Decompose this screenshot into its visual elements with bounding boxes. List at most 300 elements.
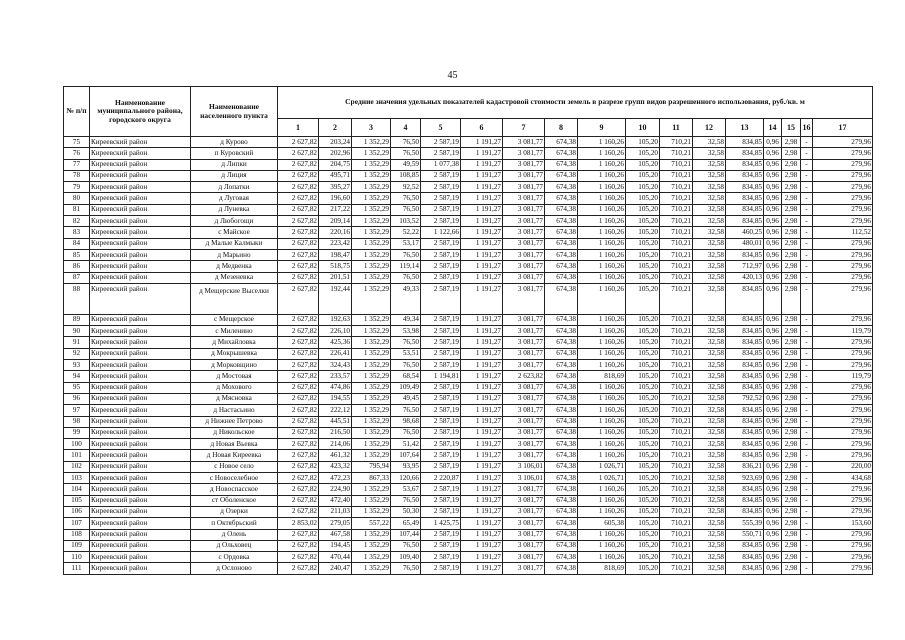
value-cell: 2,98 <box>782 506 801 517</box>
value-cell: 2,98 <box>782 360 801 371</box>
table-row <box>64 182 873 193</box>
value-cell: 710,21 <box>660 360 693 371</box>
value-cell: 0,96 <box>764 193 782 204</box>
value-cell: 2 627,82 <box>278 382 319 393</box>
value-cell: 105,20 <box>626 283 660 314</box>
value-cell: 2 587,19 <box>421 506 461 517</box>
value-cell: 710,21 <box>660 249 693 260</box>
value-cell: 1 352,29 <box>352 540 391 551</box>
value-cell: 2,98 <box>782 473 801 484</box>
value-cell: 279,96 <box>813 416 873 427</box>
value-cell: 2 587,19 <box>421 261 461 272</box>
column-number: 16 <box>801 119 813 137</box>
value-cell: 2 627,82 <box>278 529 319 540</box>
value-cell: 32,58 <box>693 529 726 540</box>
value-cell: 279,05 <box>319 518 352 529</box>
value-cell: 1 160,26 <box>578 216 626 227</box>
value-cell: - <box>801 439 813 450</box>
value-cell: 0,96 <box>764 360 782 371</box>
value-cell: 834,85 <box>726 216 764 227</box>
value-cell: 674,38 <box>545 371 578 382</box>
value-cell: 1 352,29 <box>352 283 391 314</box>
header-district: Наименование муниципального района, городского округа <box>90 87 191 137</box>
value-cell: 1 191,27 <box>461 216 503 227</box>
value-cell: 279,96 <box>813 182 873 193</box>
value-cell: 3 081,77 <box>503 439 545 450</box>
district-name: Киреевский район <box>90 461 191 472</box>
settlement-name: д Марьино <box>191 249 278 260</box>
value-cell: 2 587,19 <box>421 439 461 450</box>
value-cell: 203,24 <box>319 137 352 148</box>
district-name: Киреевский район <box>90 148 191 159</box>
value-cell: 105,20 <box>626 506 660 517</box>
value-cell: 92,52 <box>391 182 421 193</box>
settlement-name: д Новая Вьевка <box>191 439 278 450</box>
value-cell: - <box>801 540 813 551</box>
value-cell: 834,85 <box>726 326 764 337</box>
value-cell: 0,96 <box>764 148 782 159</box>
value-cell: 710,21 <box>660 238 693 249</box>
value-cell: 834,85 <box>726 405 764 416</box>
value-cell: 1 191,27 <box>461 337 503 348</box>
table-row <box>64 159 873 170</box>
column-number: 1 <box>278 119 319 137</box>
value-cell: 324,43 <box>319 360 352 371</box>
row-number: 91 <box>64 337 90 348</box>
value-cell: 674,38 <box>545 393 578 404</box>
value-cell: 2 627,82 <box>278 326 319 337</box>
value-cell: 2 627,82 <box>278 227 319 238</box>
value-cell: 32,58 <box>693 506 726 517</box>
value-cell: 0,96 <box>764 348 782 359</box>
district-name: Киреевский район <box>90 371 191 382</box>
value-cell: 2 627,82 <box>278 314 319 325</box>
value-cell: 674,38 <box>545 495 578 506</box>
value-cell: 2,98 <box>782 439 801 450</box>
value-cell: 3 081,77 <box>503 518 545 529</box>
value-cell: 279,96 <box>813 382 873 393</box>
value-cell: 105,20 <box>626 416 660 427</box>
value-cell: 32,58 <box>693 495 726 506</box>
value-cell: 233,57 <box>319 371 352 382</box>
value-cell: 32,58 <box>693 382 726 393</box>
value-cell: 3 081,77 <box>503 393 545 404</box>
column-number: 8 <box>545 119 578 137</box>
value-cell: 105,20 <box>626 484 660 495</box>
value-cell: 1 352,29 <box>352 405 391 416</box>
row-number: 109 <box>64 540 90 551</box>
value-cell: 109,49 <box>391 382 421 393</box>
value-cell: 2,98 <box>782 227 801 238</box>
settlement-name: д Новая Киреевка <box>191 450 278 461</box>
value-cell: 1 160,26 <box>578 529 626 540</box>
value-cell: 834,85 <box>726 314 764 325</box>
table-row <box>64 137 873 148</box>
value-cell: 1 191,27 <box>461 439 503 450</box>
column-number: 12 <box>693 119 726 137</box>
value-cell: 1 191,27 <box>461 238 503 249</box>
value-cell: 1 191,27 <box>461 314 503 325</box>
value-cell: 2 623,82 <box>503 371 545 382</box>
value-cell: 674,38 <box>545 382 578 393</box>
row-number: 96 <box>64 393 90 404</box>
value-cell: 279,96 <box>813 148 873 159</box>
column-number: 9 <box>578 119 626 137</box>
settlement-name: д Михайловка <box>191 337 278 348</box>
value-cell: 1 352,29 <box>352 261 391 272</box>
value-cell: 223,42 <box>319 238 352 249</box>
value-cell: 32,58 <box>693 249 726 260</box>
row-number: 80 <box>64 193 90 204</box>
value-cell: 32,58 <box>693 416 726 427</box>
value-cell: - <box>801 529 813 540</box>
table-row <box>64 337 873 348</box>
value-cell: 2,98 <box>782 405 801 416</box>
value-cell: 3 081,77 <box>503 261 545 272</box>
column-number: 4 <box>391 119 421 137</box>
value-cell: 710,21 <box>660 371 693 382</box>
value-cell: 674,38 <box>545 137 578 148</box>
value-cell: 710,21 <box>660 506 693 517</box>
settlement-name: ст Оболенское <box>191 495 278 506</box>
value-cell: 834,85 <box>726 283 764 314</box>
column-number: 2 <box>319 119 352 137</box>
district-name: Киреевский район <box>90 405 191 416</box>
value-cell: 467,58 <box>319 529 352 540</box>
value-cell: 3 081,77 <box>503 405 545 416</box>
value-cell: 674,38 <box>545 182 578 193</box>
row-number: 103 <box>64 473 90 484</box>
value-cell: 0,96 <box>764 427 782 438</box>
value-cell: - <box>801 148 813 159</box>
value-cell: 710,21 <box>660 193 693 204</box>
value-cell: 1 191,27 <box>461 182 503 193</box>
value-cell: 3 081,77 <box>503 416 545 427</box>
value-cell: 211,03 <box>319 506 352 517</box>
value-cell: 2 587,19 <box>421 416 461 427</box>
value-cell: 32,58 <box>693 159 726 170</box>
value-cell: 2 587,19 <box>421 540 461 551</box>
value-cell: 279,96 <box>813 193 873 204</box>
value-cell: 1 160,26 <box>578 170 626 181</box>
table-row <box>64 540 873 551</box>
value-cell: 2 587,19 <box>421 170 461 181</box>
value-cell: 2 587,19 <box>421 238 461 249</box>
value-cell: 3 081,77 <box>503 272 545 283</box>
value-cell: 923,69 <box>726 473 764 484</box>
value-cell: 0,96 <box>764 461 782 472</box>
value-cell: 2 587,19 <box>421 360 461 371</box>
settlement-name: д Мохового <box>191 382 278 393</box>
value-cell: 32,58 <box>693 148 726 159</box>
value-cell: 279,96 <box>813 427 873 438</box>
value-cell: 1 160,26 <box>578 283 626 314</box>
value-cell: 1 160,26 <box>578 272 626 283</box>
value-cell: 98,68 <box>391 416 421 427</box>
value-cell: 1 352,29 <box>352 216 391 227</box>
value-cell: 425,36 <box>319 337 352 348</box>
value-cell: 3 081,77 <box>503 238 545 249</box>
value-cell: 1 191,27 <box>461 416 503 427</box>
value-cell: - <box>801 314 813 325</box>
value-cell: 0,96 <box>764 393 782 404</box>
value-cell: 119,14 <box>391 261 421 272</box>
value-cell: 3 081,77 <box>503 170 545 181</box>
value-cell: 93,95 <box>391 461 421 472</box>
value-cell: 1 352,29 <box>352 371 391 382</box>
value-cell: 2 627,82 <box>278 495 319 506</box>
district-name: Киреевский район <box>90 416 191 427</box>
district-name: Киреевский район <box>90 540 191 551</box>
value-cell: 1 352,29 <box>352 495 391 506</box>
value-cell: 3 081,77 <box>503 159 545 170</box>
value-cell: 2,98 <box>782 484 801 495</box>
value-cell: 3 081,77 <box>503 314 545 325</box>
value-cell: 3 081,77 <box>503 204 545 215</box>
value-cell: 119,79 <box>813 326 873 337</box>
value-cell: 0,96 <box>764 382 782 393</box>
value-cell: - <box>801 182 813 193</box>
row-number: 84 <box>64 238 90 249</box>
district-name: Киреевский район <box>90 529 191 540</box>
value-cell: 1 425,75 <box>421 518 461 529</box>
value-cell: 32,58 <box>693 182 726 193</box>
value-cell: 3 081,77 <box>503 540 545 551</box>
value-cell: 279,96 <box>813 495 873 506</box>
value-cell: 2 220,87 <box>421 473 461 484</box>
value-cell: 834,85 <box>726 182 764 193</box>
value-cell: 3 081,77 <box>503 348 545 359</box>
value-cell: 1 191,27 <box>461 170 503 181</box>
value-cell: 2 587,19 <box>421 461 461 472</box>
table-row <box>64 563 873 574</box>
value-cell: 674,38 <box>545 484 578 495</box>
value-cell: 710,21 <box>660 495 693 506</box>
table-row <box>64 495 873 506</box>
value-cell: 472,23 <box>319 473 352 484</box>
value-cell: 112,52 <box>813 227 873 238</box>
value-cell: 2 587,19 <box>421 216 461 227</box>
value-cell: 674,38 <box>545 416 578 427</box>
value-cell: 3 081,77 <box>503 506 545 517</box>
value-cell: 32,58 <box>693 137 726 148</box>
column-number: 5 <box>421 119 461 137</box>
value-cell: - <box>801 405 813 416</box>
settlement-name: д Липки <box>191 159 278 170</box>
value-cell: 470,44 <box>319 552 352 563</box>
value-cell: 0,96 <box>764 204 782 215</box>
value-cell: 0,96 <box>764 495 782 506</box>
column-number: 11 <box>660 119 693 137</box>
row-number: 78 <box>64 170 90 181</box>
value-cell: 674,38 <box>545 506 578 517</box>
value-cell: 0,96 <box>764 337 782 348</box>
value-cell: 1 191,27 <box>461 461 503 472</box>
value-cell: 1 026,71 <box>578 473 626 484</box>
table-row <box>64 450 873 461</box>
value-cell: 1 160,26 <box>578 193 626 204</box>
value-cell: 1 352,29 <box>352 450 391 461</box>
district-name: Киреевский район <box>90 283 191 314</box>
value-cell: 834,85 <box>726 495 764 506</box>
value-cell: 119,79 <box>813 371 873 382</box>
value-cell: 0,96 <box>764 450 782 461</box>
value-cell: - <box>801 518 813 529</box>
value-cell: 834,85 <box>726 137 764 148</box>
value-cell: 2 627,82 <box>278 484 319 495</box>
row-number: 102 <box>64 461 90 472</box>
value-cell: 1 191,27 <box>461 193 503 204</box>
value-cell: 1 160,26 <box>578 450 626 461</box>
value-cell: 32,58 <box>693 216 726 227</box>
value-cell: 834,85 <box>726 450 764 461</box>
value-cell: 1 160,26 <box>578 416 626 427</box>
value-cell: 1 352,29 <box>352 204 391 215</box>
value-cell: 1 352,29 <box>352 182 391 193</box>
table-row <box>64 170 873 181</box>
value-cell: 2,98 <box>782 204 801 215</box>
value-cell: 550,71 <box>726 529 764 540</box>
value-cell: 1 352,29 <box>352 563 391 574</box>
value-cell: 434,68 <box>813 473 873 484</box>
value-cell: 0,96 <box>764 283 782 314</box>
table-row <box>64 439 873 450</box>
value-cell: 0,96 <box>764 473 782 484</box>
value-cell: 2,98 <box>782 314 801 325</box>
column-number: 13 <box>726 119 764 137</box>
value-cell: 105,20 <box>626 382 660 393</box>
value-cell: 1 160,26 <box>578 314 626 325</box>
value-cell: 105,20 <box>626 337 660 348</box>
row-number: 98 <box>64 416 90 427</box>
value-cell: 0,96 <box>764 529 782 540</box>
value-cell: 279,96 <box>813 439 873 450</box>
value-cell: 2 627,82 <box>278 450 319 461</box>
value-cell: - <box>801 216 813 227</box>
value-cell: 3 081,77 <box>503 450 545 461</box>
district-name: Киреевский район <box>90 473 191 484</box>
value-cell: 2 627,82 <box>278 159 319 170</box>
value-cell: 105,20 <box>626 461 660 472</box>
value-cell: 0,96 <box>764 405 782 416</box>
value-cell: 2 627,82 <box>278 360 319 371</box>
value-cell: 3 081,77 <box>503 382 545 393</box>
value-cell: 710,21 <box>660 314 693 325</box>
value-cell: 0,96 <box>764 182 782 193</box>
row-number: 99 <box>64 427 90 438</box>
value-cell: 50,30 <box>391 506 421 517</box>
value-cell: 834,85 <box>726 439 764 450</box>
table-row <box>64 427 873 438</box>
value-cell: 2,98 <box>782 283 801 314</box>
value-cell: 2 627,82 <box>278 170 319 181</box>
value-cell: 105,20 <box>626 563 660 574</box>
district-name: Киреевский район <box>90 261 191 272</box>
district-name: Киреевский район <box>90 360 191 371</box>
row-number: 79 <box>64 182 90 193</box>
value-cell: 2 587,19 <box>421 314 461 325</box>
row-number: 107 <box>64 518 90 529</box>
value-cell: 53,67 <box>391 484 421 495</box>
value-cell: 1 352,29 <box>352 137 391 148</box>
value-cell: 3 081,77 <box>503 360 545 371</box>
value-cell: 1 191,27 <box>461 348 503 359</box>
value-cell: 1 160,26 <box>578 148 626 159</box>
value-cell: 105,20 <box>626 552 660 563</box>
value-cell: 53,51 <box>391 348 421 359</box>
value-cell: 2 587,19 <box>421 249 461 260</box>
value-cell: 3 106,01 <box>503 461 545 472</box>
value-cell: 32,58 <box>693 360 726 371</box>
value-cell: 1 352,29 <box>352 348 391 359</box>
value-cell: 3 081,77 <box>503 137 545 148</box>
value-cell: 2,98 <box>782 337 801 348</box>
value-cell: 395,27 <box>319 182 352 193</box>
column-number: 15 <box>782 119 801 137</box>
district-name: Киреевский район <box>90 193 191 204</box>
settlement-name: д Озерки <box>191 506 278 517</box>
value-cell: 279,96 <box>813 249 873 260</box>
value-cell: 0,96 <box>764 261 782 272</box>
value-cell: 1 191,27 <box>461 204 503 215</box>
table-row <box>64 216 873 227</box>
value-cell: 32,58 <box>693 348 726 359</box>
value-cell: 1 160,26 <box>578 405 626 416</box>
value-cell: 32,58 <box>693 261 726 272</box>
value-cell: 2,98 <box>782 148 801 159</box>
value-cell: - <box>801 227 813 238</box>
value-cell: 1 191,27 <box>461 405 503 416</box>
value-cell: 76,50 <box>391 495 421 506</box>
value-cell: 1 191,27 <box>461 529 503 540</box>
value-cell: 836,21 <box>726 461 764 472</box>
value-cell: 1 352,29 <box>352 148 391 159</box>
value-cell: 710,21 <box>660 439 693 450</box>
value-cell: 2 587,19 <box>421 495 461 506</box>
value-cell: 710,21 <box>660 326 693 337</box>
table-row <box>64 382 873 393</box>
value-cell: 2 627,82 <box>278 348 319 359</box>
row-number: 86 <box>64 261 90 272</box>
value-cell: 1 352,29 <box>352 159 391 170</box>
value-cell: 1 352,29 <box>352 314 391 325</box>
value-cell: 1 191,27 <box>461 261 503 272</box>
value-cell: 834,85 <box>726 552 764 563</box>
table-row <box>64 249 873 260</box>
value-cell: 1 352,29 <box>352 484 391 495</box>
row-number: 88 <box>64 283 90 314</box>
value-cell: 1 122,66 <box>421 227 461 238</box>
column-number: 3 <box>352 119 391 137</box>
value-cell: 710,21 <box>660 393 693 404</box>
value-cell: 2 587,19 <box>421 427 461 438</box>
value-cell: 3 081,77 <box>503 337 545 348</box>
table-row <box>64 484 873 495</box>
row-number: 93 <box>64 360 90 371</box>
value-cell: 2 587,19 <box>421 137 461 148</box>
value-cell: 1 352,29 <box>352 337 391 348</box>
value-cell: 279,96 <box>813 405 873 416</box>
value-cell: 1 160,26 <box>578 382 626 393</box>
settlement-name: д Морковщино <box>191 360 278 371</box>
row-number: 83 <box>64 227 90 238</box>
district-name: Киреевский район <box>90 450 191 461</box>
value-cell: 480,01 <box>726 238 764 249</box>
value-cell: 710,21 <box>660 261 693 272</box>
value-cell: 51,42 <box>391 439 421 450</box>
value-cell: 834,85 <box>726 416 764 427</box>
value-cell: 279,96 <box>813 393 873 404</box>
